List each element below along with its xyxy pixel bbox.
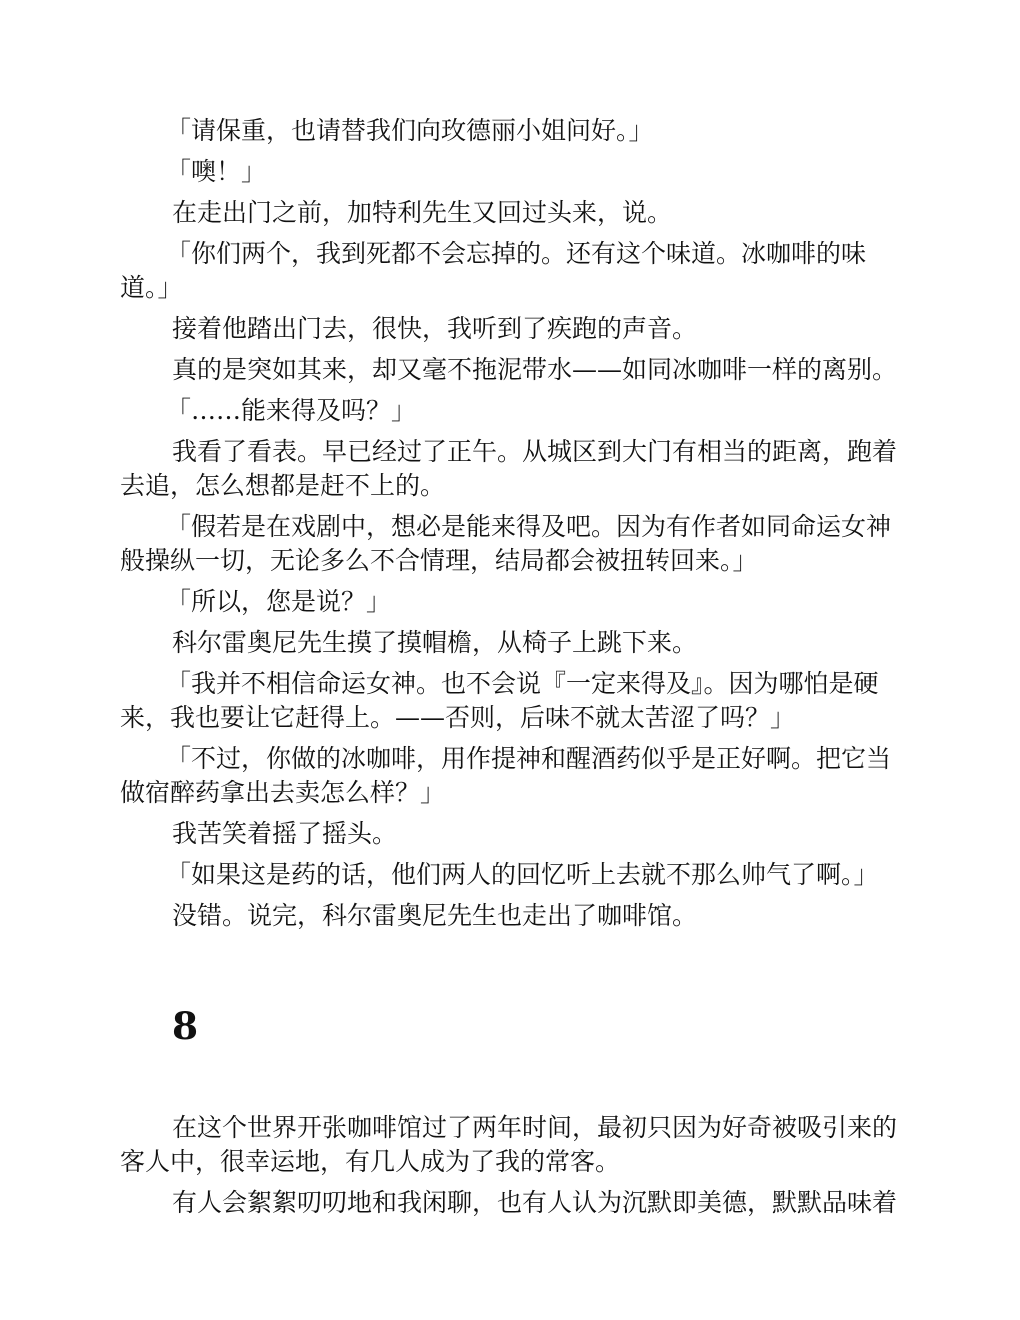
paragraph: 「我并不相信命运女神。也不会说『一定来得及』。因为哪怕是硬来，我也要让它赶得上。——否则，后味不就太苦涩了吗？」 <box>120 669 879 732</box>
paragraph: 在走出门之前，加特利先生又回过头来，说。 <box>172 198 673 227</box>
paragraph: 「不过，你做的冰咖啡，用作提神和醒酒药似乎是正好啊。把它当做宿醉药拿出去卖怎么样？」 <box>120 744 892 807</box>
paragraph: 在这个世界开张咖啡馆过了两年时间，最初只因为好奇被吸引来的客人中，很幸运地，有几人成为了我的常客。 <box>120 1113 898 1176</box>
paragraph: 没错。说完，科尔雷奥尼先生也走出了咖啡馆。 <box>172 901 698 930</box>
novel-text <box>120 114 900 1227</box>
section-heading: 8 <box>172 1004 199 1048</box>
paragraph: 「假若是在戏剧中，想必是能来得及吧。因为有作者如同命运女神般操纵一切，无论多么不合情理，结局都会被扭转回来。」 <box>120 512 892 575</box>
paragraph: 我苦笑着摇了摇头。 <box>172 819 398 848</box>
paragraph: 接着他踏出门去，很快，我听到了疾跑的声音。 <box>172 314 698 343</box>
paragraph: 「噢！」 <box>166 157 267 186</box>
paragraph: 有人会絮絮叨叨地和我闲聊，也有人认为沉默即美德，默默品味着 <box>172 1188 898 1217</box>
paragraph: 科尔雷奥尼先生摸了摸帽檐，从椅子上跳下来。 <box>172 628 698 657</box>
paragraph: 「……能来得及吗？」 <box>166 396 417 425</box>
paragraph: 「你们两个，我到死都不会忘掉的。还有这个味道。冰咖啡的味道。」 <box>120 239 867 302</box>
paragraph: 「请保重，也请替我们向玫德丽小姐问好。」 <box>166 116 654 145</box>
paragraph: 「如果这是药的话，他们两人的回忆听上去就不那么帅气了啊。」 <box>166 860 879 889</box>
paragraph: 「所以，您是说？」 <box>166 587 392 616</box>
paragraph: 真的是突如其来，却又毫不拖泥带水——如同冰咖啡一样的离别。 <box>172 355 898 384</box>
paragraph: 我看了看表。早已经过了正午。从城区到大门有相当的距离，跑着去追，怎么想都是赶不上的。 <box>120 437 898 500</box>
